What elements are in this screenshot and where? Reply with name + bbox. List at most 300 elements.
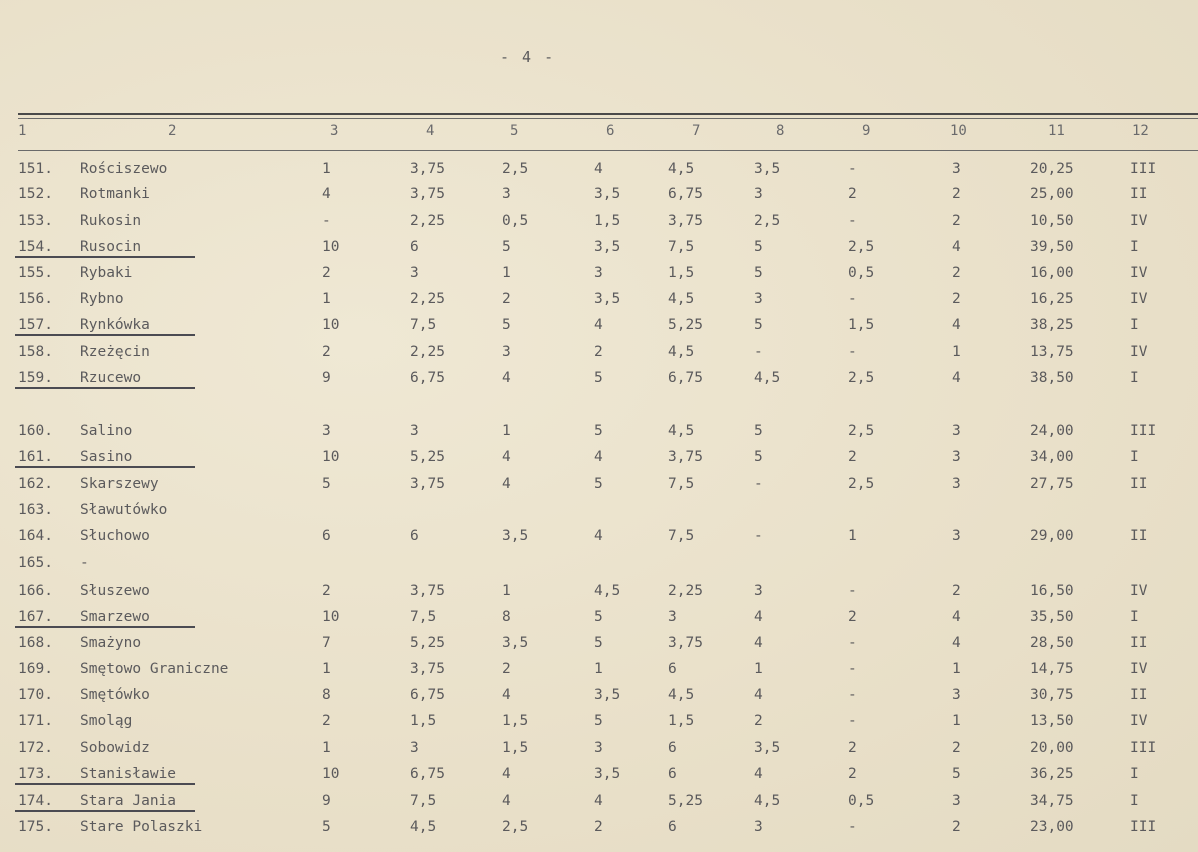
- cell-col-7: 6,75: [668, 370, 703, 386]
- cell-col-6: 3,5: [594, 291, 621, 307]
- cell-col-12: IV: [1130, 583, 1148, 599]
- cell-col-12: IV: [1130, 661, 1148, 677]
- cell-col-10: 3: [952, 687, 961, 703]
- cell-locality-name: Słuszewo: [80, 583, 150, 599]
- cell-col-12: III: [1130, 819, 1157, 835]
- cell-col-9: 2: [848, 449, 857, 465]
- cell-col-6: 5: [594, 609, 603, 625]
- cell-col-6: 5: [594, 370, 603, 386]
- cell-col-9: -: [848, 819, 857, 835]
- cell-col-3: 9: [322, 370, 331, 386]
- cell-col-12: III: [1130, 161, 1157, 177]
- table-row: [0, 262, 1198, 284]
- hand-underline-mark: [15, 626, 195, 628]
- cell-col-8: 3: [754, 291, 763, 307]
- cell-col-3: 2: [322, 344, 331, 360]
- cell-col-8: -: [754, 344, 763, 360]
- cell-col-8: -: [754, 528, 763, 544]
- cell-number: 159.: [18, 370, 53, 386]
- cell-col-3: 3: [322, 423, 331, 439]
- cell-col-4: 3: [410, 265, 419, 281]
- cell-col-4: 6,75: [410, 370, 445, 386]
- cell-number: 165.: [18, 555, 53, 571]
- cell-col-3: 9: [322, 793, 331, 809]
- cell-col-4: 3,75: [410, 186, 445, 202]
- cell-col-12: IV: [1130, 344, 1148, 360]
- table-row: [0, 632, 1198, 654]
- cell-col-5: 5: [502, 317, 511, 333]
- cell-col-3: 10: [322, 317, 340, 333]
- cell-col-4: 3,75: [410, 661, 445, 677]
- cell-col-10: 4: [952, 370, 961, 386]
- cell-col-3: 10: [322, 239, 340, 255]
- cell-locality-name: Smarzewo: [80, 609, 150, 625]
- table-row: [0, 710, 1198, 732]
- cell-col-9: 0,5: [848, 265, 875, 281]
- cell-col-6: 3: [594, 740, 603, 756]
- cell-col-9: 2: [848, 766, 857, 782]
- header-col-2: 2: [168, 123, 177, 139]
- cell-col-12: I: [1130, 793, 1139, 809]
- cell-col-5: 1: [502, 423, 511, 439]
- cell-col-11: 39,50: [1030, 239, 1074, 255]
- cell-col-12: II: [1130, 687, 1148, 703]
- cell-col-11: 20,25: [1030, 161, 1074, 177]
- table-row: [0, 525, 1198, 547]
- cell-col-8: 5: [754, 239, 763, 255]
- cell-col-12: I: [1130, 766, 1139, 782]
- cell-col-4: 6,75: [410, 687, 445, 703]
- cell-col-3: 10: [322, 449, 340, 465]
- cell-number: 162.: [18, 476, 53, 492]
- cell-col-6: 4: [594, 449, 603, 465]
- cell-col-12: II: [1130, 186, 1148, 202]
- cell-col-3: 2: [322, 583, 331, 599]
- cell-col-6: 4: [594, 528, 603, 544]
- cell-col-5: 2,5: [502, 819, 529, 835]
- cell-col-11: 16,50: [1030, 583, 1074, 599]
- cell-col-9: -: [848, 687, 857, 703]
- cell-col-10: 2: [952, 740, 961, 756]
- cell-col-7: 1,5: [668, 713, 695, 729]
- cell-locality-name: Sobowidz: [80, 740, 150, 756]
- table-row: [0, 816, 1198, 838]
- cell-col-4: 2,25: [410, 344, 445, 360]
- cell-col-9: 2: [848, 609, 857, 625]
- cell-col-12: III: [1130, 423, 1157, 439]
- cell-col-4: 3,75: [410, 583, 445, 599]
- cell-col-9: 2,5: [848, 423, 875, 439]
- cell-col-11: 35,50: [1030, 609, 1074, 625]
- cell-col-11: 28,50: [1030, 635, 1074, 651]
- cell-col-5: 1: [502, 583, 511, 599]
- header-col-4: 4: [426, 123, 435, 139]
- cell-col-10: 2: [952, 265, 961, 281]
- cell-col-4: 5,25: [410, 449, 445, 465]
- cell-col-3: 6: [322, 528, 331, 544]
- cell-col-10: 3: [952, 161, 961, 177]
- cell-number: 174.: [18, 793, 53, 809]
- cell-col-6: 1: [594, 661, 603, 677]
- table-row: [0, 790, 1198, 812]
- cell-col-11: 25,00: [1030, 186, 1074, 202]
- cell-col-10: 3: [952, 476, 961, 492]
- header-col-3: 3: [330, 123, 339, 139]
- cell-col-4: 2,25: [410, 213, 445, 229]
- cell-locality-name: Smętowo Graniczne: [80, 661, 229, 677]
- cell-col-12: I: [1130, 370, 1139, 386]
- header-col-9: 9: [862, 123, 871, 139]
- cell-number: 158.: [18, 344, 53, 360]
- cell-col-3: 7: [322, 635, 331, 651]
- cell-col-8: 5: [754, 423, 763, 439]
- cell-col-9: 0,5: [848, 793, 875, 809]
- cell-number: 154.: [18, 239, 53, 255]
- cell-col-5: 1: [502, 265, 511, 281]
- cell-col-7: 7,5: [668, 476, 695, 492]
- cell-col-11: 38,50: [1030, 370, 1074, 386]
- header-col-6: 6: [606, 123, 615, 139]
- cell-col-7: 5,25: [668, 793, 703, 809]
- cell-number: 167.: [18, 609, 53, 625]
- cell-col-8: 2: [754, 713, 763, 729]
- cell-col-8: 1: [754, 661, 763, 677]
- header-col-10: 10: [950, 123, 967, 139]
- cell-col-8: 3: [754, 583, 763, 599]
- cell-locality-name: Rusocin: [80, 239, 142, 255]
- hand-underline-mark: [15, 810, 195, 812]
- cell-col-6: 2: [594, 819, 603, 835]
- cell-col-11: 24,00: [1030, 423, 1074, 439]
- cell-col-4: 7,5: [410, 317, 437, 333]
- cell-col-10: 2: [952, 213, 961, 229]
- cell-col-5: 2: [502, 661, 511, 677]
- cell-col-3: 10: [322, 609, 340, 625]
- cell-col-4: 6: [410, 528, 419, 544]
- table-row: [0, 183, 1198, 205]
- cell-col-8: -: [754, 476, 763, 492]
- table-row: [0, 341, 1198, 363]
- cell-col-11: 14,75: [1030, 661, 1074, 677]
- cell-col-9: 2,5: [848, 239, 875, 255]
- cell-col-7: 6,75: [668, 186, 703, 202]
- cell-col-10: 1: [952, 344, 961, 360]
- cell-col-9: -: [848, 213, 857, 229]
- cell-col-8: 5: [754, 265, 763, 281]
- cell-locality-name: Stara Jania: [80, 793, 177, 809]
- cell-col-5: 3,5: [502, 528, 529, 544]
- table-row: [0, 210, 1198, 232]
- table-row: [0, 580, 1198, 602]
- page-number: - 4 -: [500, 48, 556, 66]
- cell-col-7: 2,25: [668, 583, 703, 599]
- cell-locality-name: Rzeżęcin: [80, 344, 150, 360]
- hand-underline-mark: [15, 256, 195, 258]
- cell-col-9: 2,5: [848, 370, 875, 386]
- cell-locality-name: -: [80, 555, 89, 571]
- cell-col-6: 5: [594, 713, 603, 729]
- cell-col-5: 4: [502, 476, 511, 492]
- cell-locality-name: Skarszewy: [80, 476, 159, 492]
- cell-col-4: 6: [410, 239, 419, 255]
- cell-number: 152.: [18, 186, 53, 202]
- cell-col-5: 3: [502, 344, 511, 360]
- cell-col-3: 1: [322, 740, 331, 756]
- cell-col-12: I: [1130, 239, 1139, 255]
- table-row: [0, 288, 1198, 310]
- table-row: [0, 737, 1198, 759]
- cell-number: 164.: [18, 528, 53, 544]
- cell-col-10: 3: [952, 528, 961, 544]
- hand-underline-mark: [15, 783, 195, 785]
- cell-locality-name: Rzucewo: [80, 370, 142, 386]
- table-row: [0, 552, 1198, 574]
- cell-col-9: -: [848, 635, 857, 651]
- cell-col-5: 1,5: [502, 713, 529, 729]
- cell-col-4: 6,75: [410, 766, 445, 782]
- cell-number: 161.: [18, 449, 53, 465]
- cell-col-11: 34,00: [1030, 449, 1074, 465]
- cell-col-5: 4: [502, 793, 511, 809]
- cell-col-5: 3: [502, 186, 511, 202]
- cell-col-10: 2: [952, 583, 961, 599]
- cell-col-3: 2: [322, 265, 331, 281]
- cell-col-7: 7,5: [668, 239, 695, 255]
- cell-col-11: 38,25: [1030, 317, 1074, 333]
- cell-col-8: 3: [754, 819, 763, 835]
- cell-number: 156.: [18, 291, 53, 307]
- cell-number: 166.: [18, 583, 53, 599]
- cell-number: 153.: [18, 213, 53, 229]
- cell-col-8: 4: [754, 766, 763, 782]
- cell-col-9: 1: [848, 528, 857, 544]
- table-header-row: [0, 120, 1198, 142]
- table-row: [0, 606, 1198, 628]
- table-row: [0, 499, 1198, 521]
- cell-col-6: 4: [594, 793, 603, 809]
- cell-col-3: 10: [322, 766, 340, 782]
- cell-col-11: 34,75: [1030, 793, 1074, 809]
- cell-col-11: 23,00: [1030, 819, 1074, 835]
- cell-col-7: 3,75: [668, 449, 703, 465]
- cell-number: 157.: [18, 317, 53, 333]
- cell-col-8: 4,5: [754, 793, 781, 809]
- cell-locality-name: Smoląg: [80, 713, 133, 729]
- cell-col-6: 4: [594, 317, 603, 333]
- cell-col-7: 4,5: [668, 344, 695, 360]
- cell-col-9: 1,5: [848, 317, 875, 333]
- cell-col-7: 6: [668, 661, 677, 677]
- cell-col-10: 4: [952, 317, 961, 333]
- cell-number: 151.: [18, 161, 53, 177]
- cell-col-4: 1,5: [410, 713, 437, 729]
- cell-col-11: 13,75: [1030, 344, 1074, 360]
- cell-col-9: -: [848, 583, 857, 599]
- cell-number: 160.: [18, 423, 53, 439]
- header-col-12: 12: [1132, 123, 1149, 139]
- cell-col-12: IV: [1130, 291, 1148, 307]
- cell-col-5: 3,5: [502, 635, 529, 651]
- cell-col-5: 8: [502, 609, 511, 625]
- cell-locality-name: Sławutówko: [80, 502, 168, 518]
- cell-col-7: 3: [668, 609, 677, 625]
- cell-col-10: 1: [952, 713, 961, 729]
- cell-number: 172.: [18, 740, 53, 756]
- header-col-7: 7: [692, 123, 701, 139]
- cell-col-5: 2: [502, 291, 511, 307]
- cell-col-10: 3: [952, 793, 961, 809]
- cell-number: 169.: [18, 661, 53, 677]
- cell-locality-name: Salino: [80, 423, 133, 439]
- table-header-rule: [18, 150, 1198, 151]
- cell-col-3: 2: [322, 713, 331, 729]
- cell-locality-name: Smażyno: [80, 635, 142, 651]
- cell-col-3: 1: [322, 161, 331, 177]
- cell-col-6: 5: [594, 476, 603, 492]
- cell-col-10: 4: [952, 239, 961, 255]
- cell-col-9: -: [848, 161, 857, 177]
- cell-col-10: 5: [952, 766, 961, 782]
- cell-col-12: II: [1130, 476, 1148, 492]
- cell-col-4: 3,75: [410, 476, 445, 492]
- cell-locality-name: Słuchowo: [80, 528, 150, 544]
- table-row: [0, 420, 1198, 442]
- cell-col-4: 3,75: [410, 161, 445, 177]
- cell-col-7: 3,75: [668, 213, 703, 229]
- cell-col-8: 3,5: [754, 161, 781, 177]
- table-row: [0, 763, 1198, 785]
- cell-col-4: 7,5: [410, 609, 437, 625]
- cell-col-7: 3,75: [668, 635, 703, 651]
- cell-col-4: 2,25: [410, 291, 445, 307]
- cell-number: 163.: [18, 502, 53, 518]
- cell-col-6: 4: [594, 161, 603, 177]
- cell-locality-name: Rybaki: [80, 265, 133, 281]
- cell-col-5: 2,5: [502, 161, 529, 177]
- cell-col-6: 2: [594, 344, 603, 360]
- header-col-8: 8: [776, 123, 785, 139]
- table-top-rule-thin: [18, 118, 1198, 119]
- cell-number: 168.: [18, 635, 53, 651]
- table-top-rule: [18, 113, 1198, 115]
- cell-col-7: 6: [668, 819, 677, 835]
- cell-col-11: 10,50: [1030, 213, 1074, 229]
- header-col-5: 5: [510, 123, 519, 139]
- cell-col-8: 5: [754, 449, 763, 465]
- cell-col-3: 4: [322, 186, 331, 202]
- cell-col-7: 5,25: [668, 317, 703, 333]
- cell-col-5: 4: [502, 449, 511, 465]
- cell-locality-name: Sasino: [80, 449, 133, 465]
- cell-col-10: 2: [952, 186, 961, 202]
- cell-col-10: 4: [952, 609, 961, 625]
- cell-col-10: 3: [952, 449, 961, 465]
- cell-col-12: IV: [1130, 265, 1148, 281]
- cell-col-8: 4: [754, 635, 763, 651]
- cell-col-12: I: [1130, 449, 1139, 465]
- cell-col-8: 2,5: [754, 213, 781, 229]
- cell-col-7: 7,5: [668, 528, 695, 544]
- cell-col-10: 3: [952, 423, 961, 439]
- cell-col-5: 5: [502, 239, 511, 255]
- cell-col-9: -: [848, 344, 857, 360]
- cell-col-12: IV: [1130, 713, 1148, 729]
- hand-underline-mark: [15, 466, 195, 468]
- cell-locality-name: Rynkówka: [80, 317, 150, 333]
- cell-col-10: 2: [952, 819, 961, 835]
- cell-col-11: 20,00: [1030, 740, 1074, 756]
- cell-col-11: 36,25: [1030, 766, 1074, 782]
- cell-col-12: I: [1130, 609, 1139, 625]
- table-row: [0, 658, 1198, 680]
- hand-underline-mark: [15, 387, 195, 389]
- cell-col-7: 4,5: [668, 291, 695, 307]
- table-row: [0, 367, 1198, 389]
- cell-col-8: 4: [754, 687, 763, 703]
- cell-col-7: 4,5: [668, 161, 695, 177]
- cell-col-11: 16,00: [1030, 265, 1074, 281]
- cell-col-10: 4: [952, 635, 961, 651]
- cell-col-11: 13,50: [1030, 713, 1074, 729]
- cell-col-11: 27,75: [1030, 476, 1074, 492]
- cell-col-8: 4,5: [754, 370, 781, 386]
- table-row: [0, 473, 1198, 495]
- cell-col-8: 3: [754, 186, 763, 202]
- cell-col-6: 3,5: [594, 687, 621, 703]
- cell-col-4: 5,25: [410, 635, 445, 651]
- cell-locality-name: Rukosin: [80, 213, 142, 229]
- cell-col-11: 16,25: [1030, 291, 1074, 307]
- cell-col-4: 3: [410, 423, 419, 439]
- cell-col-9: -: [848, 291, 857, 307]
- cell-col-12: I: [1130, 317, 1139, 333]
- cell-number: 171.: [18, 713, 53, 729]
- header-col-1: 1: [18, 123, 27, 139]
- cell-col-6: 5: [594, 423, 603, 439]
- cell-col-3: -: [322, 213, 331, 229]
- cell-col-9: -: [848, 661, 857, 677]
- cell-col-11: 30,75: [1030, 687, 1074, 703]
- table-row: [0, 236, 1198, 258]
- cell-col-3: 5: [322, 819, 331, 835]
- table-row: [0, 314, 1198, 336]
- cell-number: 173.: [18, 766, 53, 782]
- cell-col-6: 4,5: [594, 583, 621, 599]
- cell-number: 155.: [18, 265, 53, 281]
- cell-col-7: 4,5: [668, 423, 695, 439]
- cell-col-6: 1,5: [594, 213, 621, 229]
- cell-col-6: 3,5: [594, 766, 621, 782]
- cell-col-3: 5: [322, 476, 331, 492]
- cell-col-4: 4,5: [410, 819, 437, 835]
- cell-col-6: 5: [594, 635, 603, 651]
- cell-col-9: 2: [848, 186, 857, 202]
- cell-col-5: 4: [502, 766, 511, 782]
- cell-col-3: 1: [322, 661, 331, 677]
- cell-col-6: 3,5: [594, 186, 621, 202]
- cell-col-6: 3: [594, 265, 603, 281]
- cell-locality-name: Stanisławie: [80, 766, 177, 782]
- cell-number: 170.: [18, 687, 53, 703]
- cell-col-8: 3,5: [754, 740, 781, 756]
- cell-col-10: 2: [952, 291, 961, 307]
- cell-col-5: 4: [502, 370, 511, 386]
- cell-col-5: 1,5: [502, 740, 529, 756]
- cell-col-4: 3: [410, 740, 419, 756]
- cell-col-7: 6: [668, 740, 677, 756]
- cell-col-12: II: [1130, 528, 1148, 544]
- cell-col-5: 0,5: [502, 213, 529, 229]
